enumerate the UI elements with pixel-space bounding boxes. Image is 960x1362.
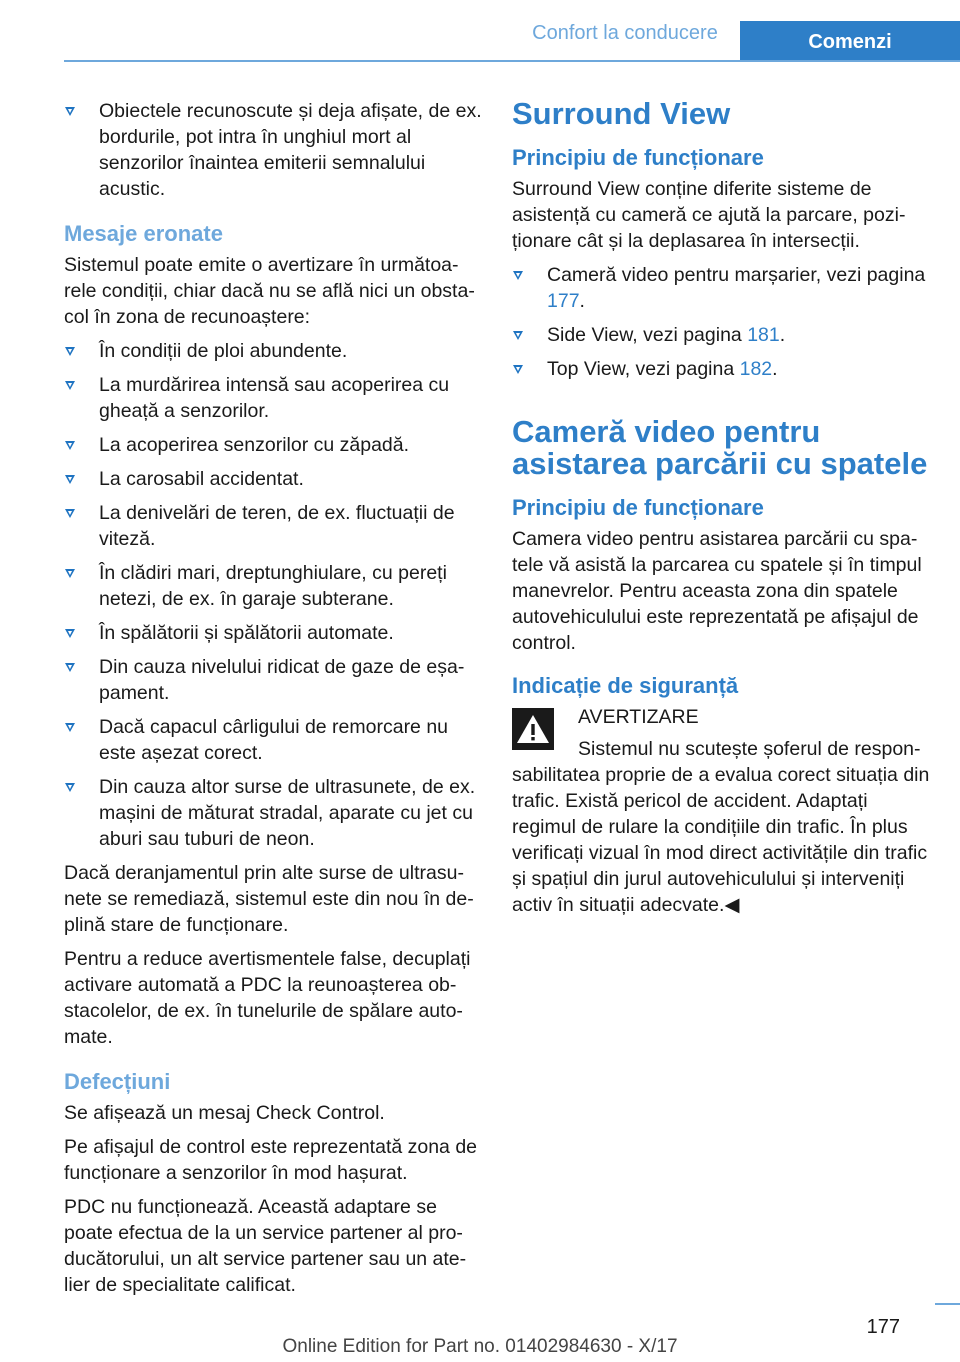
heading-surround-view: Surround View	[512, 96, 731, 131]
list-item	[64, 500, 484, 552]
footer-accent-line	[935, 1303, 960, 1305]
list-item	[64, 432, 484, 458]
list-item	[64, 372, 484, 424]
heading-principle-surround: Principiu de funcționare	[512, 145, 764, 170]
heading-faults: Defecțiuni	[64, 1069, 171, 1094]
list-item-text: La murdărirea intensă sau acoperirea cu gheață a senzorilor.	[99, 374, 450, 422]
chapter-tab	[740, 21, 960, 61]
heading-principle-camera: Principiu de funcționare	[512, 495, 764, 520]
bullet-triangle-icon	[65, 569, 75, 578]
heading-safety-note: Indicație de siguranță	[512, 673, 739, 698]
header-divider	[64, 60, 960, 62]
list-item	[64, 98, 484, 202]
bullet-triangle-icon	[65, 629, 75, 638]
section-title: Confort la conducere	[532, 22, 718, 44]
list-item	[64, 654, 484, 706]
link-end: .	[579, 290, 585, 312]
heading-rear-camera: Cameră video pentru asistarea parcării cu spatele	[512, 414, 928, 481]
list-item	[64, 774, 484, 852]
footer-edition: Online Edition for Part no. 01402984630 - X/17	[282, 1336, 678, 1357]
paragraph-errors-intro: Sistemul poate emite o avertizare în următoarele condiții, chiar dacă nu se află nici un obstacol în zona de recunoaștere:	[64, 254, 475, 328]
bullet-triangle-icon	[65, 107, 75, 116]
link-text: Cameră video pentru marșarier, vezi pagina	[547, 264, 926, 286]
page-link-177[interactable]: 177	[547, 290, 580, 312]
list-item-text: Din cauza nivelului ridicat de gaze de eșapament.	[99, 656, 465, 704]
paragraph-fault-3: PDC nu funcționează. Această adaptare se poate efectua de la un service partener al producătorului, un alt service partener sau un atelier de specialitate calificat.	[64, 1196, 467, 1296]
list-item	[64, 466, 484, 492]
bullet-triangle-icon	[65, 381, 75, 390]
paragraph-camera: Camera video pentru asistarea parcării cu spatele vă asistă la parcarea cu spatele și în timpul manevrelor. Pentru aceasta zona din spatele autovehiculului este reprezentată pe afișajul de control.	[512, 528, 922, 654]
bullet-triangle-icon	[65, 347, 75, 356]
list-item-text: În condiții de ploi abundente.	[99, 340, 348, 362]
list-item-text: În clădiri mari, dreptunghiulare, cu pereți netezi, de ex. în garaje subterane.	[99, 562, 447, 610]
link-end: .	[779, 324, 786, 346]
list-item-text: La denivelări de teren, de ex. fluctuații de viteză.	[99, 502, 455, 550]
paragraph-fault-2: Pe afișajul de control este reprezentată zona de funcționare a senzorilor în mod hașurat.	[64, 1136, 478, 1184]
paragraph-surround: Surround View conține diferite sisteme de asistență cu cameră ce ajută la parcare, poziționare cât și la deplasarea în intersecții.	[512, 178, 906, 252]
bullet-triangle-icon	[65, 663, 75, 672]
bullet-triangle-icon	[513, 271, 523, 280]
left-column	[64, 98, 484, 1306]
chapter-tab-label: Comenzi	[808, 31, 892, 53]
paragraph-reduce-warnings: Pentru a reduce avertismentele false, decuplați activare automată a PDC la reunoașterea obstacolelor, de ex. în tunelurile de spălare automate.	[64, 948, 471, 1048]
bullet-triangle-icon	[513, 365, 523, 374]
link-end: .	[772, 358, 778, 380]
list-item	[64, 338, 484, 364]
page-number: 177	[866, 1316, 900, 1338]
page-header	[0, 0, 960, 62]
list-item	[64, 714, 484, 766]
link-text: Top View, vezi pagina	[547, 358, 740, 380]
warning-block	[512, 704, 932, 918]
list-item-text: Obiectele recunoscute și deja afișate, de ex. bordurile, pot intra în unghiul mort al senzorilor înaintea emiterii semnalului acustic.	[99, 100, 482, 200]
list-item-text: La carosabil accidentat.	[99, 468, 304, 490]
list-item-link	[512, 322, 932, 348]
list-item-text: În spălătorii și spălătorii automate.	[99, 622, 394, 644]
warning-title: AVERTIZARE	[578, 706, 699, 728]
bullet-triangle-icon	[65, 441, 75, 450]
list-item-link	[512, 356, 932, 382]
page-link-182[interactable]: 182	[739, 358, 773, 380]
list-item-text: Dacă capacul cârligului de remorcare nu este așezat corect.	[99, 716, 449, 764]
paragraph-fault-1: Se afișează un mesaj Check Control.	[64, 1102, 385, 1124]
list-item	[64, 620, 484, 646]
warning-text: Sistemul nu scutește șoferul de responsabilitatea proprie de a evalua corect situația din trafic. Există pericol de accident. Adaptați regimul de rulare la condițiile din trafic. În plus verificați vizual în mod direct activitățile din trafic și spațiul din jurul autovehiculului și interveniți activ în situații adecvate.◀	[512, 738, 930, 916]
heading-error-messages: Mesaje eronate	[64, 221, 223, 246]
list-item-text: La acoperirea senzorilor cu zăpadă.	[99, 434, 410, 456]
bullet-triangle-icon	[65, 509, 75, 518]
right-column	[512, 98, 932, 918]
link-text: Side View, vezi pagina	[547, 324, 748, 346]
bullet-triangle-icon	[65, 783, 75, 792]
list-item-link	[512, 262, 932, 314]
paragraph-ultrasound: Dacă deranjamentul prin alte surse de ultrasunete se remediază, sistemul este din nou în deplină stare de funcționare.	[64, 862, 474, 936]
warning-triangle-icon	[512, 708, 554, 750]
bullet-triangle-icon	[513, 331, 523, 340]
bullet-triangle-icon	[65, 723, 75, 732]
list-item	[64, 560, 484, 612]
bullet-triangle-icon	[65, 475, 75, 484]
list-item-text: Din cauza altor surse de ultrasunete, de ex. mașini de măturat stradal, aparate cu jet cu aburi sau tuburi de neon.	[99, 776, 476, 850]
page-link-181[interactable]: 181	[747, 324, 780, 346]
